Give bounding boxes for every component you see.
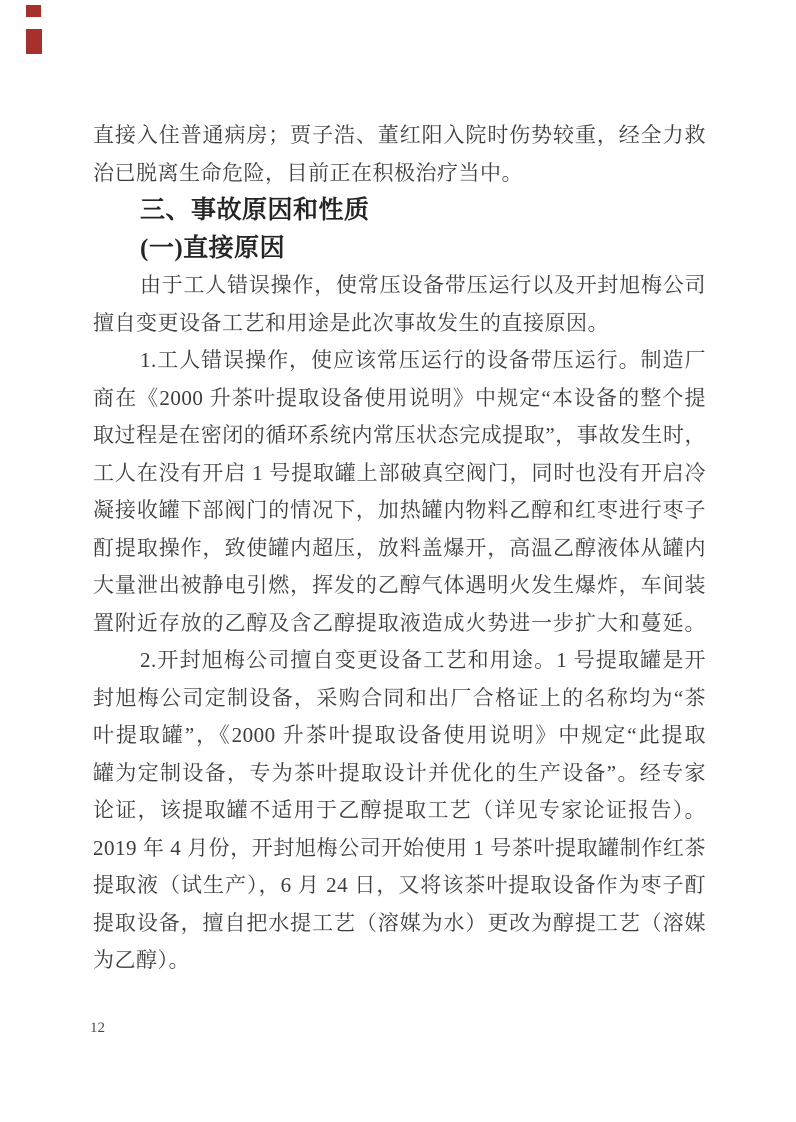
text-line: 为乙醇）。: [93, 948, 190, 972]
text-line: 直接入住普通病房；贾子浩、董红阳入院时伤势较重，经全力救: [93, 123, 706, 147]
text-line: 提取液（试生产），6 月 24 日，又将该茶叶提取设备作为枣子酊: [93, 873, 706, 897]
section-heading: 三、事故原因和性质: [140, 196, 370, 224]
text-line: 2019 年 4 月份，开封旭梅公司开始使用 1 号茶叶提取罐制作红茶: [93, 835, 706, 860]
text-line: 论证，该提取罐不适用于乙醇提取工艺（详见专家论证报告）。: [93, 798, 706, 822]
text-line: 治已脱离生命危险，目前正在积极治疗当中。: [93, 160, 523, 185]
text-line: 商在《2000 升茶叶提取设备使用说明》中规定“本设备的整个提: [93, 385, 706, 410]
subsection-heading: (一)直接原因: [140, 234, 286, 262]
text-line: 取过程是在密闭的循环系统内常压状态完成提取”，事故发生时，: [93, 423, 706, 447]
text-line: 罐为定制设备，专为茶叶提取设计并优化的生产设备”。经专家: [93, 760, 706, 785]
text-line: 擅自变更设备工艺和用途是此次事故发生的直接原因。: [93, 310, 609, 335]
text-line: 2.开封旭梅公司擅自变更设备工艺和用途。1 号提取罐是开: [140, 648, 706, 672]
text-line: 提取设备，擅自把水提工艺（溶媒为水）更改为醇提工艺（溶媒: [93, 910, 706, 935]
text-line: 叶提取罐”，《2000 升茶叶提取设备使用说明》中规定“此提取: [93, 723, 706, 747]
text-line: 大量泄出被静电引燃，挥发的乙醇气体遇明火发生爆炸，车间装: [93, 573, 706, 597]
red-stamp-fragment-bottom: [26, 29, 42, 54]
text-line: 1.工人错误操作，使应该常压运行的设备带压运行。制造厂: [140, 348, 706, 372]
text-line: 酊提取操作，致使罐内超压，放料盖爆开，高温乙醇液体从罐内: [93, 535, 706, 560]
text-line: 工人在没有开启 1 号提取罐上部破真空阀门，同时也没有开启冷: [93, 460, 706, 485]
text-line: 置附近存放的乙醇及含乙醇提取液造成火势进一步扩大和蔓延。: [93, 610, 706, 635]
text-line: 凝接收罐下部阀门的情况下，加热罐内物料乙醇和红枣进行枣子: [93, 498, 706, 522]
red-stamp-fragment-top: [26, 5, 41, 17]
text-line: 由于工人错误操作，使常压设备带压运行以及开封旭梅公司: [140, 273, 706, 297]
page-number: 12: [90, 1020, 105, 1036]
document-text: [93, 117, 706, 980]
text-line: 封旭梅公司定制设备，采购合同和出厂合格证上的名称均为“茶: [93, 685, 706, 710]
